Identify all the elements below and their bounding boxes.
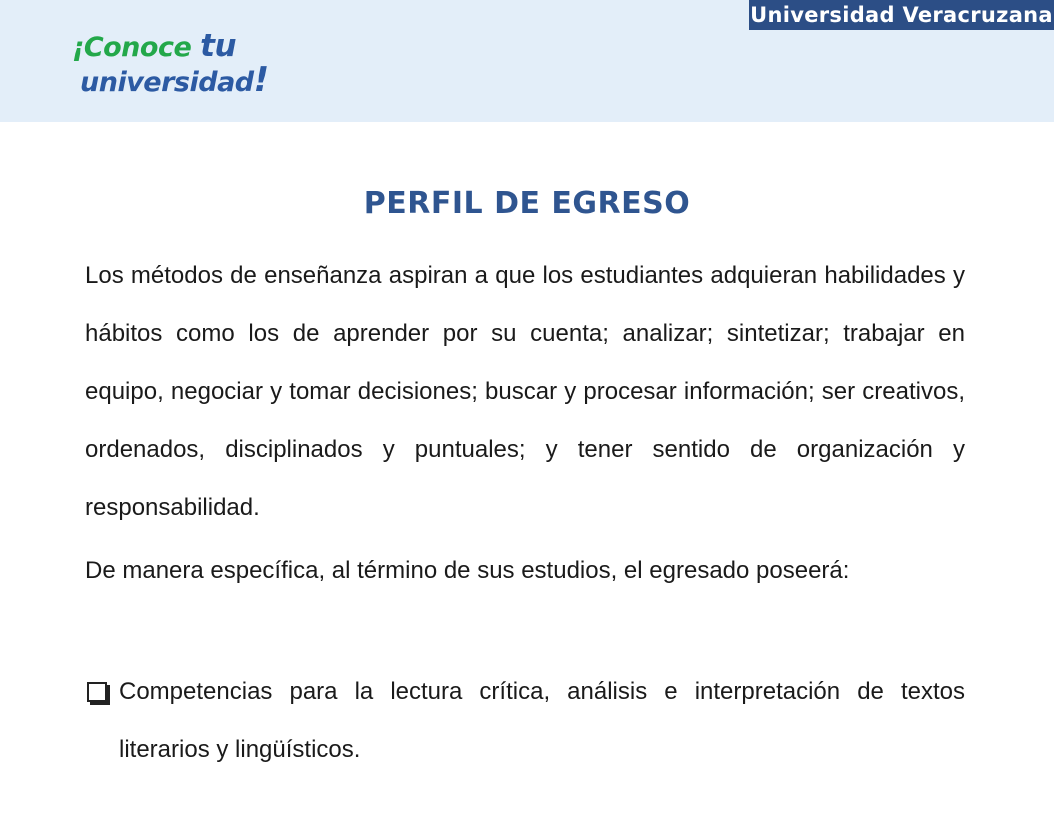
logo-line-1 xyxy=(72,28,236,64)
logo-conoce-text: ¡Conoce xyxy=(72,32,201,63)
university-banner: Universidad Veracruzana xyxy=(749,0,1054,30)
conoce-tu-universidad-logo xyxy=(66,20,286,100)
bullet-text: Competencias para la lectura crítica, análisis e interpretación de textos literarios y lingüísticos. xyxy=(119,678,965,763)
paragraph-methods: Los métodos de enseñanza aspiran a que los estudiantes adquieran habilidades y hábitos como los de aprender por su cuenta; analizar; sintetizar; trabajar en equipo, negociar y tomar decisiones; buscar y procesar información; ser creativos, ordenados, disciplinados y puntuales; y tener sentido de organización y responsabilidad. xyxy=(85,262,965,521)
header-band xyxy=(0,0,1054,122)
paragraph-specific: De manera específica, al término de sus estudios, el egresado poseerá: xyxy=(85,557,850,584)
logo-universidad-text: universidad xyxy=(80,67,254,98)
square-bullet-icon xyxy=(87,682,107,702)
bullet-list-item xyxy=(85,663,965,783)
logo-exclamation: ! xyxy=(253,60,269,100)
logo-tu-text: tu xyxy=(200,28,237,64)
page-title: PERFIL DE EGRESO xyxy=(363,186,691,221)
logo-line-2 xyxy=(80,60,269,100)
